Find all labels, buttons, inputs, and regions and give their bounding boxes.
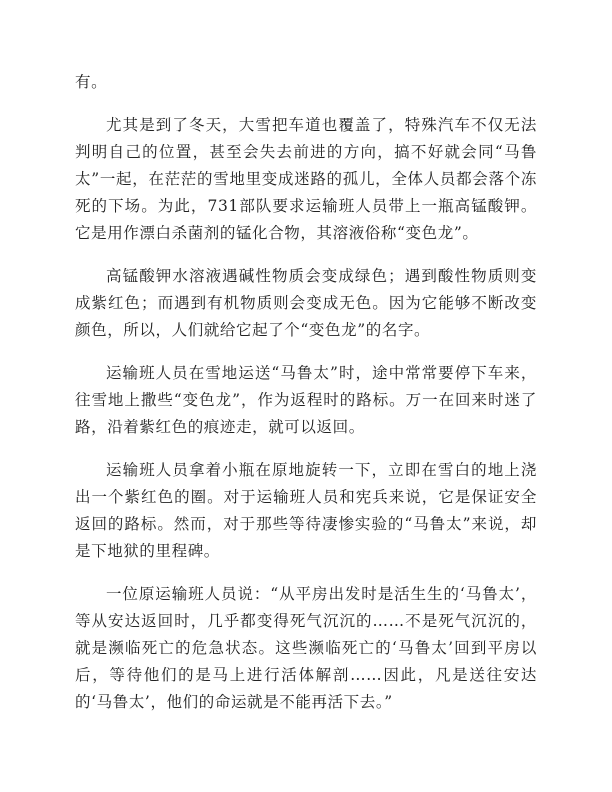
document-page: [75, 69, 537, 732]
paragraph-continuation: 有。: [75, 73, 108, 91]
paragraph-road-markers: 运输班人员在雪地运送“马鲁太”时，途中常常要停下车来，往雪地上撒些“变色龙”，作为返程时的路标。万一在回来时迷了路，沿着紫红色的痕迹走，就可以返回。: [75, 364, 537, 436]
paragraph-purple-circle: 运输班人员拿着小瓶在原地旋转一下，立即在雪白的地上浇出一个紫红色的圈。对于运输班人员和宪兵来说，它是保证安全返回的路标。然而，对于那些等待凄惨实验的“马鲁太”来说，却是下地狱的里程碑。: [75, 461, 537, 560]
paragraph-testimony-quote: 一位原运输班人员说：“从平房出发时是活生生的‘马鲁太’，等从安达返回时，几乎都变得死气沉沉的……不是死气沉沉的，就是濒临死亡的危急状态。这些濒临死亡的‘马鲁太’回到平房以后，等待他们的是马上进行活体解剖……因此，凡是送往安达的‘马鲁太’，他们的命运就是不能再活下去。”: [75, 585, 537, 711]
paragraph-permanganate-colors: 高锰酸钾水溶液遇碱性物质会变成绿色；遇到酸性物质则变成紫红色；而遇到有机物质则会变成无色。因为它能够不断改变颜色，所以，人们就给它起了个“变色龙”的名字。: [75, 267, 537, 339]
paragraph-winter-snow: 尤其是到了冬天，大雪把车道也覆盖了，特殊汽车不仅无法判明自己的位置，甚至会失去前进的方向，搞不好就会同“马鲁太”一起，在茫茫的雪地里变成迷路的孤儿，全体人员都会落个冻死的下场。为此，731部队要求运输班人员带上一瓶高锰酸钾。它是用作漂白杀菌剂的锰化合物，其溶液俗称“变色龙”。: [75, 116, 537, 242]
